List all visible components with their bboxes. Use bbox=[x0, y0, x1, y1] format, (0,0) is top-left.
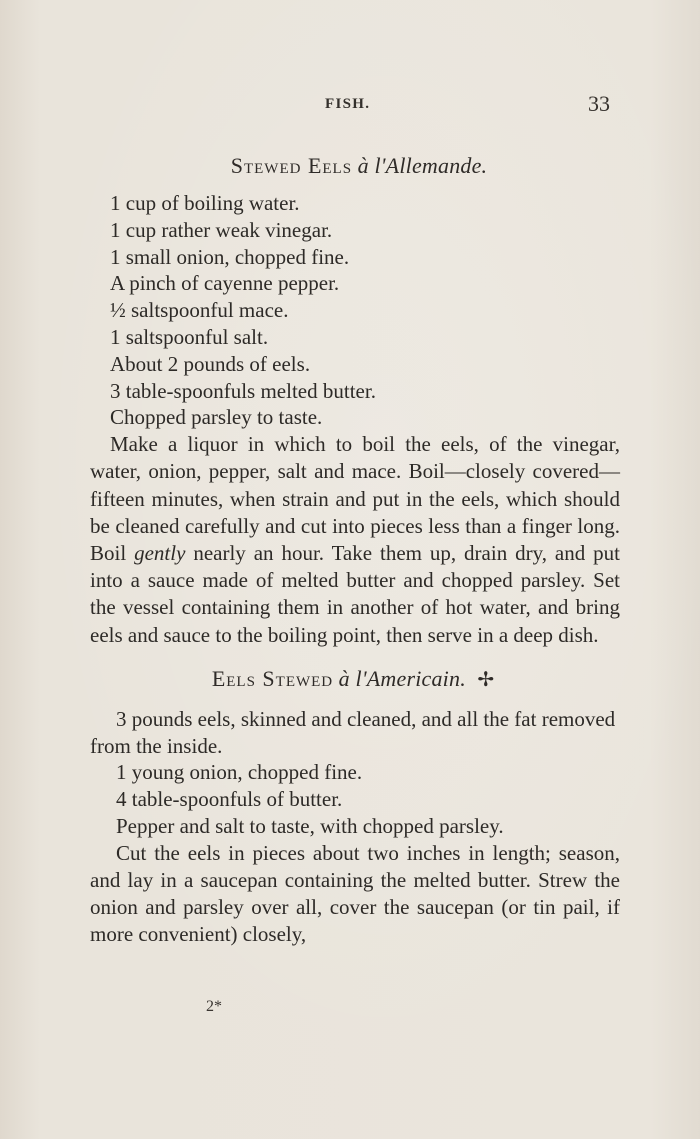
printers-ornament-icon: ✢ bbox=[477, 668, 495, 691]
recipe-stewed-eels-allemande bbox=[90, 150, 620, 649]
signature-mark: 2* bbox=[206, 998, 222, 1015]
recipe-title-main: Eels Stewed bbox=[211, 665, 334, 691]
recipe-directions: Cut the eels in pieces about two inches in length; season, and lay in a saucepan containing the melted butter. Strew the onion and parsley over all, cover the saucepan (or tin pail, if more convenient) closely, bbox=[90, 840, 620, 947]
ingredient-list bbox=[90, 190, 620, 431]
ingredient-item: 1 cup of boiling water. bbox=[110, 191, 300, 215]
ingredient-list bbox=[90, 706, 620, 840]
page-body bbox=[90, 150, 620, 949]
directions-text-start: Make a liquor in which to boil the eels, of the vinegar, water, onion, pepper, salt and mace. Boil—closely covered—fifteen minutes, when strain and put in the eels, which should be cleaned carefully and cut into pieces less than a finger long. Boil bbox=[90, 432, 620, 565]
ingredient-item: 3 pounds eels, skinned and cleaned, and all the fat removed from the inside. bbox=[90, 706, 616, 758]
ingredient-item: 1 saltspoonful salt. bbox=[110, 324, 269, 349]
ingredient-item: 1 young onion, chopped fine. bbox=[116, 760, 363, 785]
ingredient-item: Pepper and salt to taste, with chopped parsley. bbox=[116, 813, 504, 838]
ingredient-item: 1 small onion, chopped fine. bbox=[110, 244, 350, 269]
ingredient-item: 4 table-spoonfuls of butter. bbox=[116, 787, 343, 812]
ingredient-item: 1 cup rather weak vinegar. bbox=[110, 217, 333, 242]
recipe-eels-stewed-americain bbox=[90, 663, 620, 949]
page-number: 33 bbox=[588, 91, 610, 116]
running-head-title: FISH. bbox=[325, 96, 371, 112]
ingredient-item: About 2 pounds of eels. bbox=[110, 351, 311, 376]
directions-emphasis: gently bbox=[134, 540, 186, 565]
recipe-directions bbox=[90, 431, 620, 649]
recipe-title-italic: à l'Allemande. bbox=[357, 153, 488, 178]
recipe-title-main: Stewed Eels bbox=[230, 153, 353, 178]
recipe-title-italic: à l'Americain. bbox=[338, 665, 466, 691]
running-head bbox=[0, 91, 700, 120]
ingredient-item: Chopped parsley to taste. bbox=[110, 405, 323, 430]
recipe-title bbox=[86, 663, 620, 696]
recipe-title bbox=[98, 150, 620, 182]
ingredient-item: 3 table-spoonfuls melted butter. bbox=[110, 378, 376, 403]
ingredient-item: ½ saltspoonful mace. bbox=[110, 298, 289, 323]
ingredient-item: A pinch of cayenne pepper. bbox=[110, 271, 340, 296]
directions-text-end: nearly an hour. Take them up, drain dry, and put into a sauce made of melted butter and chopped parsley. Set the vessel containing them in another of hot water, and bring eels and sauce to the boiling point, then serve in a deep dish. bbox=[90, 540, 620, 647]
